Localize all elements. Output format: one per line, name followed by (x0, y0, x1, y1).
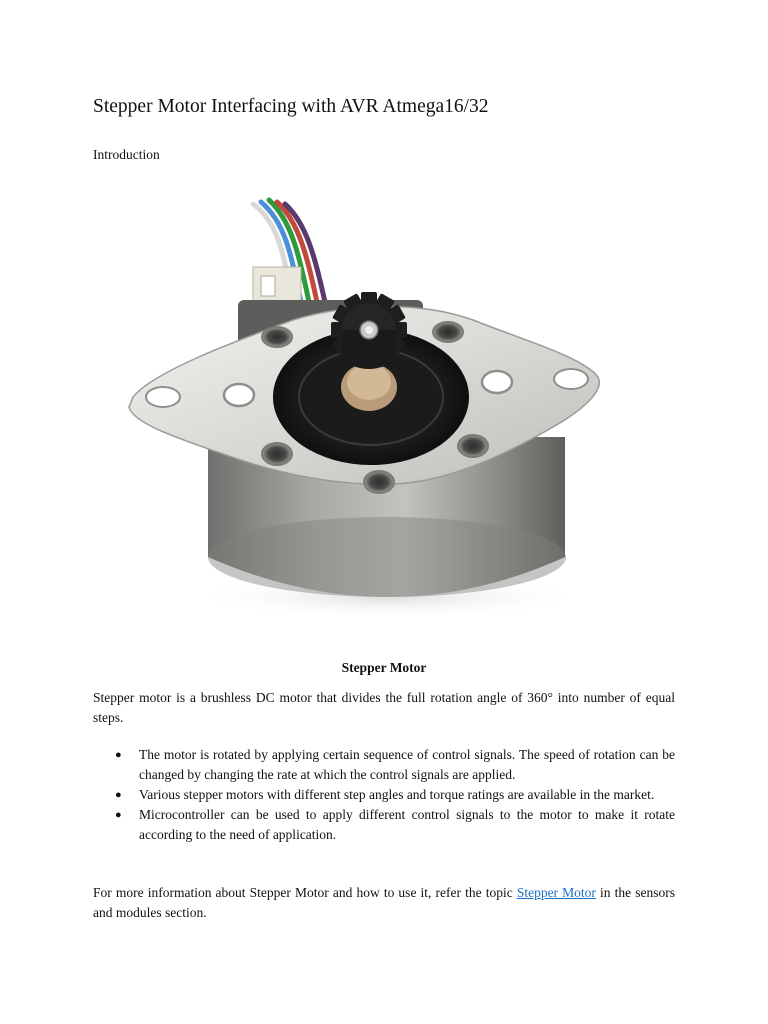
list-item (93, 805, 675, 845)
list-item-text: The motor is rotated by applying certain sequence of control signals. The speed of rotation can be changed by changing the rate at which the control signals are applied. (139, 747, 675, 782)
list-item (93, 745, 675, 785)
list-item (93, 785, 675, 805)
more-info-paragraph (93, 883, 675, 923)
bullet-list (93, 745, 675, 845)
bullet-icon: ● (115, 749, 122, 761)
more-info-text: For more information about Stepper Motor and how to use it, refer the topic (93, 885, 517, 900)
bullet-icon: ● (115, 789, 122, 801)
more-info-text-end: in the sensors and modules section. (93, 885, 675, 920)
stepper-motor-link[interactable]: Stepper Motor (516, 885, 596, 900)
intro-paragraph: Stepper motor is a brushless DC motor that divides the full rotation angle of 360° into number of equal steps. (93, 690, 675, 725)
bullet-icon: ● (115, 809, 122, 821)
stepper-motor-photo (93, 192, 675, 644)
page-title: Stepper Motor Interfacing with AVR Atmega16/32 (93, 96, 489, 117)
figure-caption: Stepper Motor (341, 660, 427, 675)
section-heading: Introduction (93, 147, 160, 162)
list-item-text: Microcontroller can be used to apply different control signals to the motor to make it rotate according to the need of application. (139, 807, 675, 842)
list-item-text: Various stepper motors with different step angles and torque ratings are available in the market. (139, 787, 655, 802)
